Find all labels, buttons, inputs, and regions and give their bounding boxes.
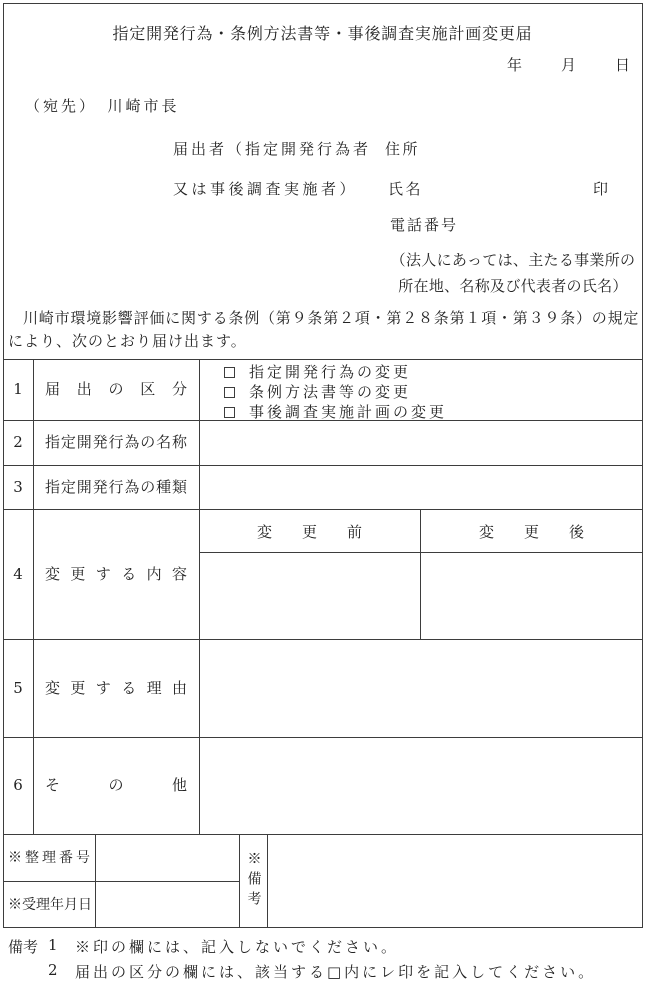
change-reason-field[interactable] [200,640,643,737]
row-label-type: 指定開発行為の種類 [45,478,187,496]
table-col-number [33,359,34,834]
change-after-header [420,521,643,542]
row-label-name: 指定開発行為の名称 [45,433,187,451]
classification-option-3-label: 事後調査実施計画の変更 [249,403,448,421]
form-title: 指定開発行為・条例方法書等・事後調査実施計画変更届 [112,24,533,43]
row-label-change-content: 変更する内容 [45,565,187,583]
row-number-5: 5 [13,679,23,697]
corporate-note-line1: （法人にあっては、主たる事業所の [390,251,636,269]
ref-number-label: ※整理番号 [8,850,90,866]
note-2-text: 届出の区分の欄には、該当する□内にレ印を記入してください。 [75,963,597,981]
change-after-label: 変更後 [478,523,614,541]
note-1-text: ※印の欄には、記入しないでください。 [75,938,400,956]
notes-heading: 備考 [8,938,39,956]
classification-option-3 [224,402,447,422]
applicant-label-line2: 又は事後調査実施者） [173,180,359,198]
row-number-2: 2 [13,433,23,451]
row-number-3: 3 [13,478,23,496]
change-before-header [199,521,420,542]
ref-number-field[interactable] [96,835,239,881]
office-remarks-label: ※備考 [245,851,262,911]
addressee: （宛先） 川崎市長 [25,97,180,115]
classification-option-2 [224,382,411,402]
change-before-label: 変更前 [256,523,392,541]
address-field[interactable] [430,134,630,156]
receipt-date-field[interactable] [96,882,239,928]
checkbox-post-survey-plan-change[interactable] [224,407,235,418]
phone-label: 電話番号 [390,216,459,234]
classification-option-1-label: 指定開発行為の変更 [249,363,412,381]
name-label: 氏名 [388,180,424,198]
row-label-other: その他 [45,776,187,794]
declaration-line2: により、次のとおり届け出ます。 [8,332,247,350]
row-label-classification: 届出の区分 [45,380,187,398]
other-field[interactable] [200,738,643,834]
table-line-top [3,359,643,360]
phone-field[interactable] [460,210,630,232]
table-line-row3 [3,509,643,510]
date-line: 年 月 日 [506,56,642,74]
row-label-change-reason: 変更する理由 [45,679,187,697]
note-1-number: 1 [48,936,58,954]
row-number-6: 6 [13,776,23,794]
address-label: 住所 [385,140,421,158]
seal-label: 印 [593,180,609,198]
corporate-note [385,247,641,299]
classification-option-1 [224,362,411,382]
checkbox-designated-development-change[interactable] [224,367,235,378]
row-number-1: 1 [13,380,23,398]
development-type-field[interactable] [200,466,643,509]
checkbox-ordinance-method-change[interactable] [224,387,235,398]
development-name-field[interactable] [200,421,643,465]
note-2-number: 2 [48,961,58,979]
change-before-field[interactable] [200,553,420,639]
receipt-date-label: ※受理年月日 [8,897,92,913]
corporate-note-line2: 所在地、名称及び代表者の氏名） [398,277,628,295]
name-field[interactable] [430,174,580,196]
declaration-line1: 川崎市環境影響評価に関する条例（第９条第２項・第２８条第１項・第３９条）の規定 [23,309,640,327]
classification-option-2-label: 条例方法書等の変更 [249,383,412,401]
change-after-field[interactable] [421,553,643,639]
applicant-label-line1: 届出者（指定開発行為者 [173,140,372,158]
office-remarks-field[interactable] [268,835,642,927]
row-number-4: 4 [13,565,23,583]
